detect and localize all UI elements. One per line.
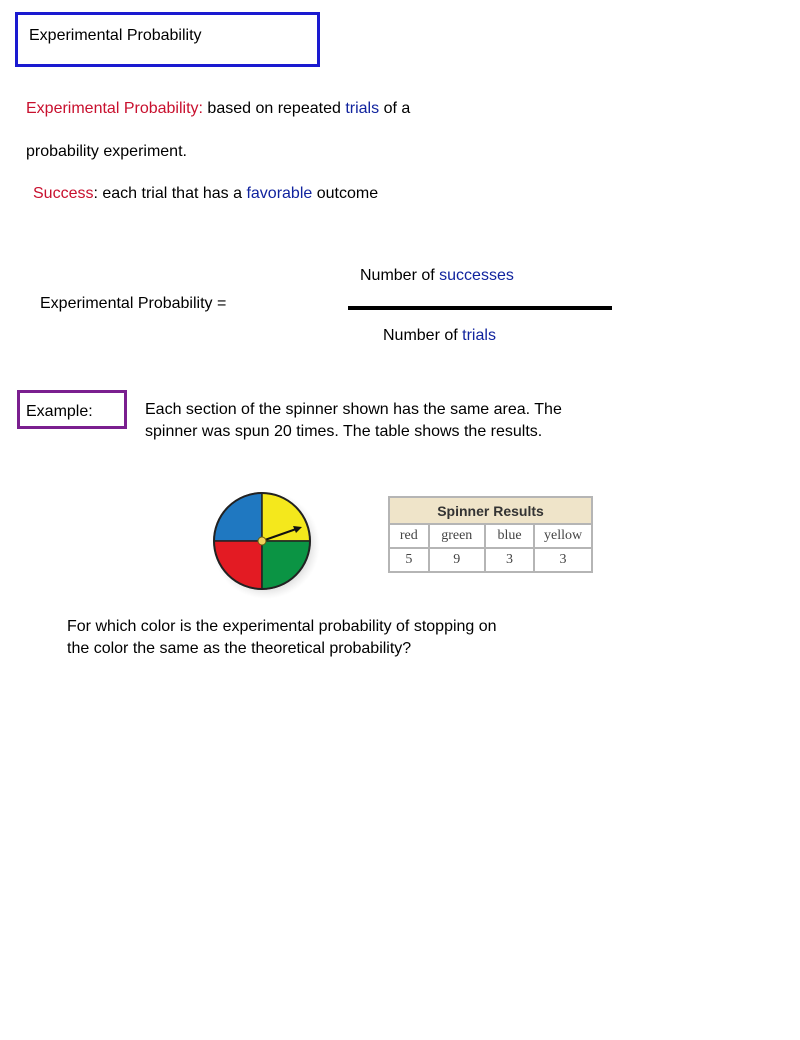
table-cell: 3 bbox=[534, 548, 592, 572]
table-header-cell: blue bbox=[485, 524, 534, 548]
denominator-word: trials bbox=[462, 327, 496, 344]
example-label: Example: bbox=[26, 403, 93, 420]
question-text bbox=[67, 616, 627, 660]
title-box bbox=[15, 12, 320, 67]
success-text-2: outcome bbox=[316, 185, 379, 202]
formula-numerator bbox=[360, 267, 514, 285]
success-term: Success bbox=[33, 185, 94, 202]
table-header-cell: red bbox=[389, 524, 429, 548]
success-favorable-word: favorable bbox=[246, 185, 313, 202]
table-row bbox=[389, 548, 592, 572]
table-header-row bbox=[389, 524, 592, 548]
spinner-image bbox=[205, 487, 323, 599]
table-header-cell: green bbox=[429, 524, 485, 548]
definition-line-2: probability experiment. bbox=[26, 143, 187, 160]
table-caption: Spinner Results bbox=[389, 497, 592, 524]
question-line-2: the color the same as the theoretical probability? bbox=[67, 640, 412, 657]
definition-text-2: of a bbox=[383, 100, 411, 117]
definition-line-1 bbox=[26, 100, 410, 118]
fraction-bar bbox=[348, 306, 612, 310]
page-title: Experimental Probability bbox=[29, 27, 202, 44]
spinner-hub bbox=[258, 537, 266, 545]
table-cell: 5 bbox=[389, 548, 429, 572]
numerator-prefix: Number of bbox=[360, 267, 435, 284]
formula-lhs: Experimental Probability = bbox=[40, 295, 227, 312]
table-header-cell: yellow bbox=[534, 524, 592, 548]
example-box bbox=[17, 390, 127, 429]
numerator-word: successes bbox=[439, 267, 514, 284]
example-text-line-2: spinner was spun 20 times. The table shows the results. bbox=[145, 423, 543, 440]
definition-term: Experimental Probability: bbox=[26, 100, 203, 117]
success-text-1: : each trial that has a bbox=[93, 185, 242, 202]
spinner-results-table bbox=[388, 496, 593, 573]
formula-denominator bbox=[383, 327, 496, 345]
definition-trials-word: trials bbox=[345, 100, 380, 117]
question-line-1: For which color is the experimental probability of stopping on bbox=[67, 618, 497, 635]
example-text-line-1: Each section of the spinner shown has the same area. The bbox=[145, 401, 562, 418]
example-text bbox=[145, 399, 645, 443]
definition-text-1: based on repeated bbox=[207, 100, 341, 117]
table-cell: 9 bbox=[429, 548, 485, 572]
success-line bbox=[33, 185, 378, 203]
denominator-prefix: Number of bbox=[383, 327, 458, 344]
table-cell: 3 bbox=[485, 548, 534, 572]
